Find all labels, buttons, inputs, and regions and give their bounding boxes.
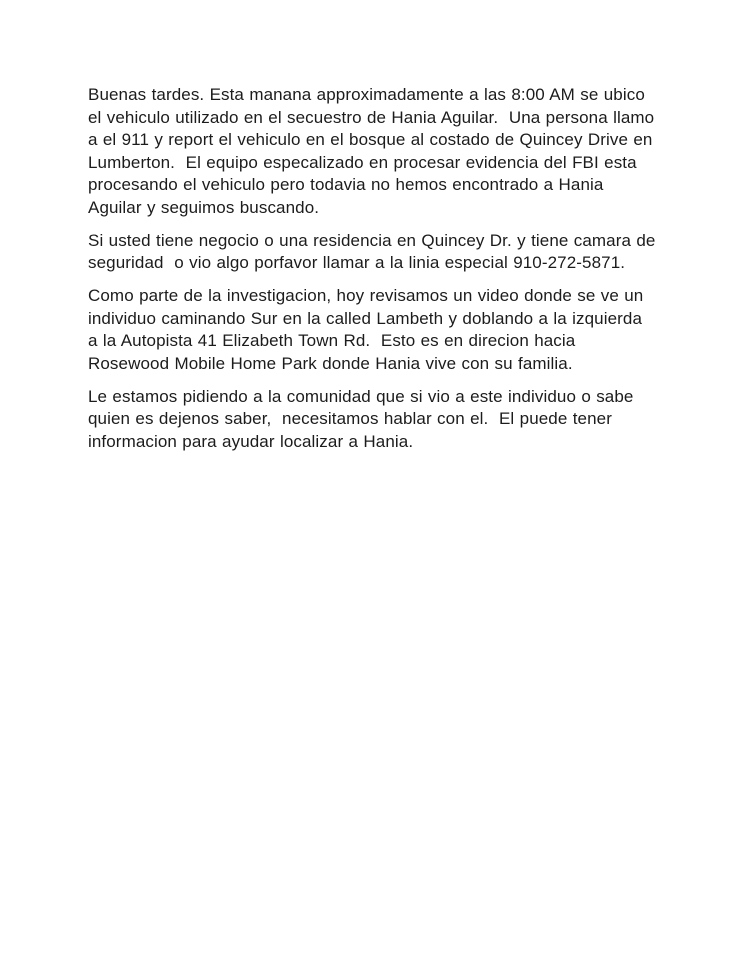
paragraph-vehicle-found: Buenas tardes. Esta manana approximadamente a las 8:00 AM se ubico el vehiculo utilizado en el secuestro de Hania Aguilar. Una persona llamo a el 911 y report el vehiculo en el bosque al costado de Quincey Drive en Lumberton. El equipo especalizado en procesar evidencia del FBI esta procesando el vehiculo pero todavia no hemos encontrado a Hania Aguilar y seguimos buscando. — [88, 85, 660, 217]
paragraph-community-request: Le estamos pidiendo a la comunidad que si vio a este individuo o sabe quien es dejenos saber, necesitamos hablar con el. El puede tener informacion para ayudar localizar a Hania. — [88, 386, 639, 451]
paragraph-video-individual: Como parte de la investigacion, hoy revisamos un video donde se ve un individuo caminando Sur en la called Lambeth y doblando a la izquierda a la Autopista 41 Elizabeth Town Rd. Esto es en direcion hacia Rosewood Mobile Home Park donde Hania vive con su familia. — [88, 286, 649, 373]
paragraph-tip-line: Si usted tiene negocio o una residencia en Quincey Dr. y tiene camara de seguridad o vio algo porfavor llamar a la linia especial 910-272-5871. — [88, 230, 661, 272]
